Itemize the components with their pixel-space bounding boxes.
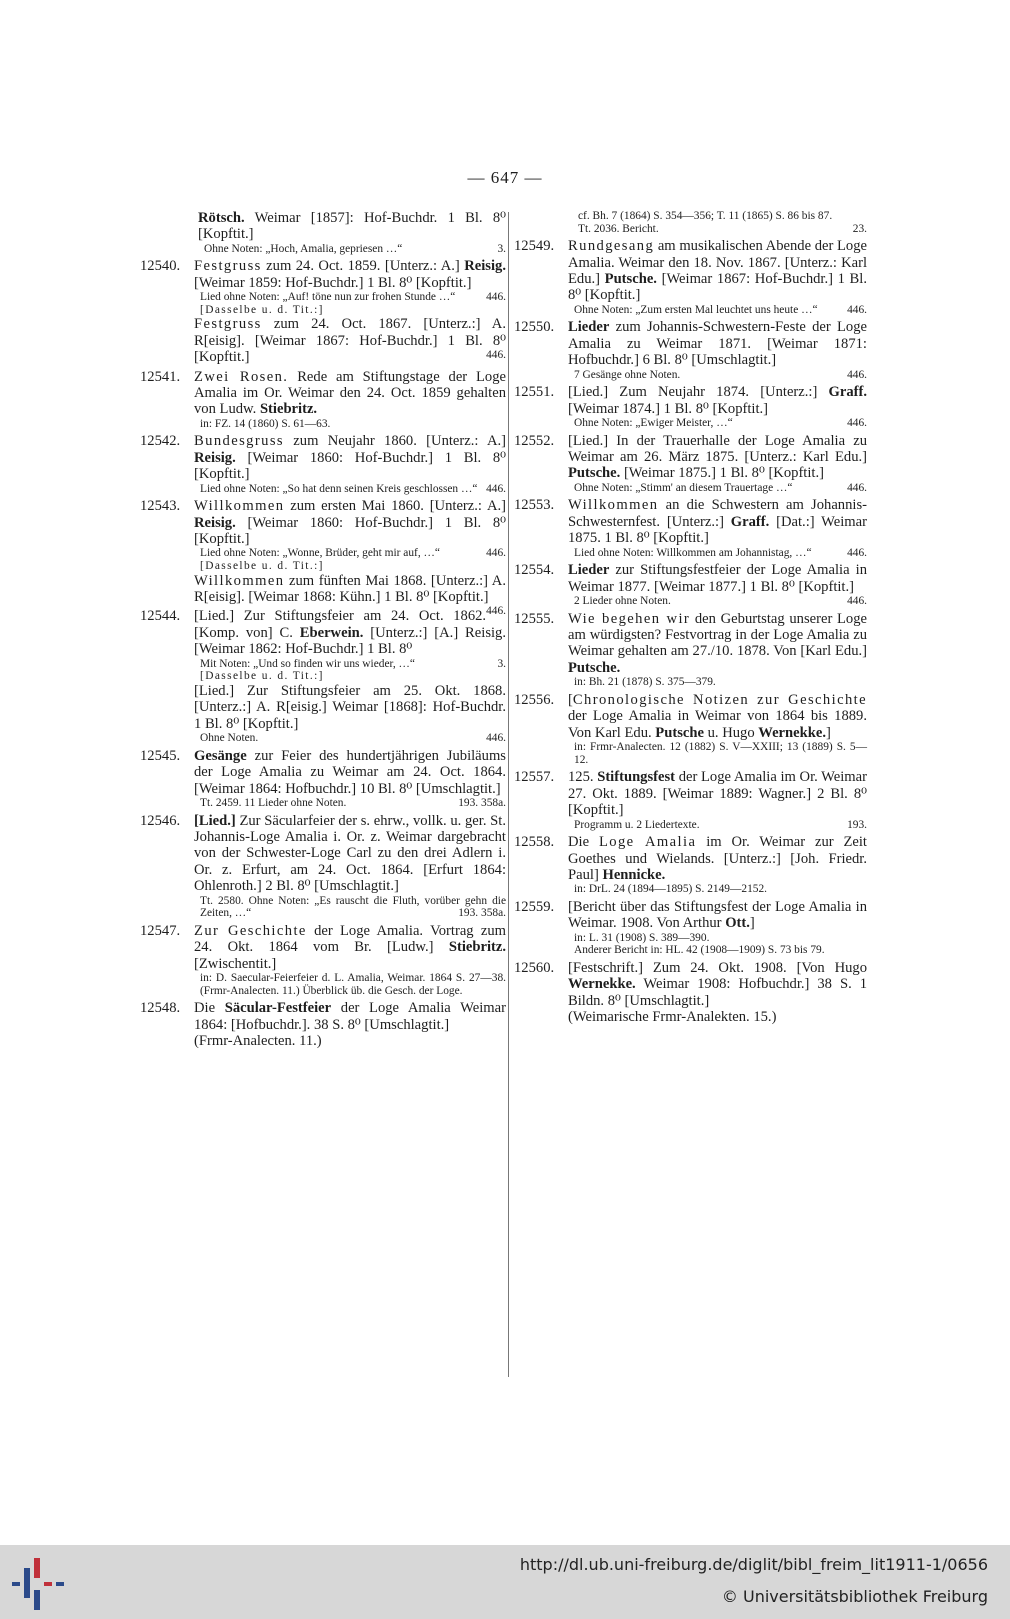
variant-title: Willkommen zum fünften Mai 1868. [Unterz.:] A. R[eisig]. [Weimar 1868: Kühn.] 1 Bl. 8⁰ [Kopftit.] 446. bbox=[194, 572, 506, 618]
library-reference: 193. 358a. bbox=[458, 796, 506, 809]
bibliography-entry bbox=[140, 813, 506, 920]
column-divider bbox=[508, 212, 509, 1377]
entry-note: in: Frmr-Analecten. 12 (1882) S. V—XXIII; 13 (1889) S. 5—12. bbox=[574, 741, 867, 766]
copyright-text: © Universitätsbibliothek Freiburg bbox=[721, 1587, 988, 1606]
library-reference: 23. bbox=[852, 222, 867, 235]
bibliography-entry bbox=[140, 748, 506, 810]
right-column bbox=[514, 210, 867, 1029]
entry-number: 12551. bbox=[514, 384, 555, 401]
entry-title: Gesänge zur Feier des hundertjährigen Jubiläums der Loge Amalia zu Weimar am 24. Oct. 1864. [Weimar 1864: Hofbuchdr.] 10 Bl. 8⁰ [Umschlagtit.] bbox=[194, 747, 506, 797]
library-reference: 446. bbox=[486, 605, 506, 618]
variant-heading: [Dasselbe u. d. Tit.:] bbox=[200, 560, 324, 573]
entry-number: 12553. bbox=[514, 497, 555, 514]
continued-entry bbox=[514, 210, 867, 235]
entry-note: Programm u. 2 Liedertexte. 193. bbox=[574, 818, 867, 831]
entry-title: Lieder zum Johannis-Schwestern-Feste der Loge Amalia zu Weimar 1871. [Weimar 1871: Hofbuchdr.] 6 Bl. 8⁰ [Umschlagtit.] bbox=[568, 319, 867, 369]
entry-note: in: L. 31 (1908) S. 389—390. Anderer Bericht in: HL. 42 (1908—1909) S. 73 bis 79. bbox=[574, 931, 825, 957]
entry-number: 12543. bbox=[140, 498, 181, 515]
entry-title: 125. Stiftungsfest der Loge Amalia im Or. Weimar 27. Okt. 1889. [Weimar 1889: Wagner.] 2 Bl. 8⁰ [Kopftit.] bbox=[568, 769, 867, 819]
entry-title: [Bericht über das Stiftungsfest der Loge Amalia in Weimar. 1908. Von Arthur Ott.] bbox=[568, 898, 867, 932]
library-reference: 446. bbox=[486, 349, 506, 362]
entry-note: 7 Gesänge ohne Noten. 446. bbox=[574, 368, 867, 381]
entry-title: Zwei Rosen. Rede am Stiftungstage der Loge Amalia im Or. Weimar den 24. Oct. 1859 gehalten von Ludw. Stiebritz. bbox=[194, 368, 506, 418]
entry-number: 12558. bbox=[514, 834, 555, 851]
variant-title: [Lied.] Zur Stiftungsfeier am 25. Okt. 1868. [Unterz.:] A. R[eisig.] Weimar [1868]: Hof-Buchdr. 1 Bl. 8⁰ [Kopftit.] bbox=[194, 682, 506, 732]
entry-note: Ohne Noten: „Zum ersten Mal leuchtet uns heute …“ 446. bbox=[574, 303, 867, 316]
entry-title: [Lied.] Zur Säcularfeier der s. ehrw., vollk. u. ger. St. Johannis-Loge Amalia i. Or. z. Weimar dargebracht von der Schwester-Loge Carl zu den drei Adlern i. Or. z. Erfurt, am 24. Oct. 1864. [Erfurt 1864: Ohlenroth.] 2 Bl. 8⁰ [Umschlagtit.] bbox=[194, 812, 506, 895]
entry-title: Wie begehen wir den Geburtstag unserer Loge am würdigsten? Festvortrag in der Loge Amalia zu Weimar gehalten am 27./10. 1878. Von [Karl Edu.] Putsche. bbox=[568, 610, 867, 676]
footer-bar bbox=[0, 1545, 1010, 1619]
entry-title: Rundgesang am musikalischen Abende der Loge Amalia. Weimar den 18. Nov. 1867. [Unterz.: Karl Edu.] Putsche. [Weimar 1867: Hof-Buchdr.] 1 Bl. 8⁰ [Kopftit.] bbox=[568, 238, 867, 304]
bibliography-entry bbox=[514, 960, 867, 1026]
bibliography-entry bbox=[514, 562, 867, 607]
library-reference: 3. bbox=[497, 657, 506, 670]
variant-note: Ohne Noten. 446. bbox=[200, 732, 506, 745]
bibliography-entry bbox=[514, 319, 867, 381]
bibliography-entry bbox=[140, 258, 506, 365]
entry-number: 12560. bbox=[514, 959, 555, 976]
library-reference: 193. 358a. bbox=[458, 907, 506, 920]
entry-title: Willkommen zum ersten Mai 1860. [Unterz.: A.] Reisig. [Weimar 1860: Hof-Buchdr.] 1 Bl. 8⁰ [Kopftit.] bbox=[194, 498, 506, 548]
entry-note: cf. Bh. 7 (1864) S. 354—356; T. 11 (1865) S. 86 bis 87. Tt. 2036. Bericht. 23. bbox=[578, 210, 867, 235]
entry-note: Ohne Noten: „Ewiger Meister, …“ 446. bbox=[574, 417, 867, 430]
bibliography-entry bbox=[514, 238, 867, 316]
variant-heading: [Dasselbe u. d. Tit.:] bbox=[200, 670, 324, 683]
entry-title: [Festschrift.] Zum 24. Okt. 1908. [Von Hugo Wernekke. Weimar 1908: Hofbuchdr.] 38 S. 1 Bildn. 8⁰ [Umschlagtit.] (Weimarische Frmr-Analekten. 15.) bbox=[568, 959, 867, 1026]
entry-number: 12556. bbox=[514, 691, 555, 708]
entry-number: 12552. bbox=[514, 432, 555, 449]
entry-title: Bundesgruss zum Neujahr 1860. [Unterz.: A.] Reisig. [Weimar 1860: Hof-Buchdr.] 1 Bl. 8⁰ [Kopftit.] bbox=[194, 433, 506, 483]
entry-number: 12542. bbox=[140, 433, 181, 450]
library-reference: 446. bbox=[847, 417, 867, 430]
entry-title: Die Säcular-Festfeier der Loge Amalia Weimar 1864: [Hofbuchdr.]. 38 S. 8⁰ [Umschlagtit.] (Frmr-Analecten. 11.) bbox=[194, 1000, 506, 1049]
bibliography-entry bbox=[140, 1000, 506, 1049]
entry-number: 12559. bbox=[514, 898, 555, 915]
entry-title: Zur Geschichte der Loge Amalia. Vortrag zum 24. Okt. 1864 vom Br. [Ludw.] Stiebritz. [Zwischentit.] bbox=[194, 922, 506, 972]
library-reference: 446. bbox=[847, 303, 867, 316]
entry-number: 12545. bbox=[140, 747, 181, 764]
entry-note: Lied ohne Noten: „So hat denn seinen Kreis geschlossen …“ 446. bbox=[200, 482, 506, 495]
bibliography-entry bbox=[514, 611, 867, 689]
entry-number: 12546. bbox=[140, 812, 181, 829]
entry-note: in: Bh. 21 (1878) S. 375—379. bbox=[574, 676, 716, 689]
entry-title: [Lied.] In der Trauerhalle der Loge Amalia zu Weimar am 26. März 1875. [Unterz.: Karl Edu.] Putsche. [Weimar 1875.] 1 Bl. 8⁰ [Kopftit.] bbox=[568, 432, 867, 482]
entry-title: [Chronologische Notizen zur Geschichte der Loge Amalia in Weimar von 1864 bis 1889. Von Karl Edu. Putsche u. Hugo Wernekke.] bbox=[568, 691, 867, 741]
library-reference: 193. bbox=[847, 818, 867, 831]
bibliography-entry bbox=[140, 369, 506, 431]
bibliography-entry bbox=[514, 769, 867, 831]
entry-note: Lied ohne Noten: Willkommen am Johannistag, …“ 446. bbox=[574, 546, 867, 559]
entry-note: Ohne Noten: „Stimm' an diesem Trauertage …“ 446. bbox=[574, 481, 867, 494]
entry-note: Mit Noten: „Und so finden wir uns wieder, …“ 3. bbox=[200, 657, 506, 670]
entry-title: Lieder zur Stiftungsfestfeier der Loge Amalia in Weimar 1877. [Weimar 1877.] 1 Bl. 8⁰ [Kopftit.] bbox=[568, 562, 867, 595]
entry-note: Ohne Noten: „Hoch, Amalia, gepriesen …“ 3. bbox=[204, 242, 506, 255]
entry-title: Festgruss zum 24. Oct. 1859. [Unterz.: A.] Reisig. [Weimar 1859: Hof-Buchdr.] 1 Bl. 8⁰ [Kopftit.] bbox=[194, 258, 506, 291]
library-reference: 3. bbox=[497, 242, 506, 255]
permalink-url[interactable]: http://dl.ub.uni-freiburg.de/diglit/bibl_freim_lit1911-1/0656 bbox=[519, 1555, 988, 1574]
entry-number: 12555. bbox=[514, 610, 555, 627]
entry-note: Lied ohne Noten: „Auf! töne nun zur frohen Stunde …“ 446. bbox=[200, 291, 506, 304]
entry-note: Tt. 2459. 11 Lieder ohne Noten. 193. 358a. bbox=[200, 796, 506, 809]
entry-note: Tt. 2580. Ohne Noten: „Es rauscht die Fluth, vorüber gehn die Zeiten, …“ 193. 358a. bbox=[200, 894, 506, 920]
bibliography-entry bbox=[514, 433, 867, 495]
entry-note: Lied ohne Noten: „Wonne, Brüder, geht mir auf, …“ 446. bbox=[200, 547, 506, 560]
entry-number: 12547. bbox=[140, 922, 181, 939]
variant-heading: [Dasselbe u. d. Tit.:] bbox=[200, 303, 324, 316]
entry-number: 12550. bbox=[514, 319, 555, 336]
library-reference: 446. bbox=[486, 482, 506, 495]
bibliography-entry bbox=[514, 692, 867, 766]
bibliography-entry bbox=[514, 497, 867, 559]
library-reference: 446. bbox=[486, 547, 506, 560]
page-number: — 647 — bbox=[467, 168, 543, 187]
bibliography-entry bbox=[514, 384, 867, 429]
entry-number: 12541. bbox=[140, 368, 181, 385]
library-reference: 446. bbox=[847, 368, 867, 381]
entry-title: Rötsch. Weimar [1857]: Hof-Buchdr. 1 Bl. 8⁰ [Kopftit.] bbox=[198, 210, 506, 243]
entry-title: [Lied.] Zur Stiftungsfeier am 24. Oct. 1862. [Komp. von] C. Eberwein. [Unterz.:] [A.] Reisig. [Weimar 1862: Hof-Buchdr.] 1 Bl. 8⁰ bbox=[194, 608, 506, 658]
entry-title: Die Loge Amalia im Or. Weimar zur Zeit Goethes und Wielands. [Unterz.:] [Joh. Friedr. Paul] Hennicke. bbox=[568, 834, 867, 883]
continued-entry bbox=[140, 210, 506, 255]
entry-number: 12548. bbox=[140, 1000, 181, 1017]
entry-number: 12557. bbox=[514, 769, 555, 786]
bibliography-entry bbox=[140, 433, 506, 495]
bibliography-entry bbox=[140, 608, 506, 744]
library-reference: 446. bbox=[847, 481, 867, 494]
entry-number: 12549. bbox=[514, 238, 555, 255]
bibliography-entry bbox=[140, 923, 506, 997]
library-reference: 446. bbox=[847, 546, 867, 559]
library-reference: 446. bbox=[847, 595, 867, 608]
ub-freiburg-logo-icon bbox=[12, 1558, 70, 1610]
bibliography-entry bbox=[514, 899, 867, 957]
entry-number: 12554. bbox=[514, 562, 555, 579]
entry-title: [Lied.] Zum Neujahr 1874. [Unterz.:] Graff. [Weimar 1874.] 1 Bl. 8⁰ [Kopftit.] bbox=[568, 384, 867, 417]
bibliography-entry bbox=[514, 834, 867, 896]
entry-note: in: D. Saecular-Feierfeier d. L. Amalia, Weimar. 1864 S. 27—38. (Frmr-Analecten. 11.) Überblick üb. die Gesch. der Loge. bbox=[200, 971, 506, 997]
library-reference: 446. bbox=[486, 291, 506, 304]
entry-note: in: FZ. 14 (1860) S. 61—63. bbox=[200, 417, 331, 430]
entry-note: in: DrL. 24 (1894—1895) S. 2149—2152. bbox=[574, 883, 768, 896]
entry-note: 2 Lieder ohne Noten. 446. bbox=[574, 595, 867, 608]
library-reference: 446. bbox=[486, 732, 506, 745]
entry-title: Willkommen an die Schwestern am Johannis-Schwesternfest. [Unterz.:] Graff. [Dat.:] Weimar 1875. 1 Bl. 8⁰ [Kopftit.] bbox=[568, 497, 867, 547]
entry-number: 12544. bbox=[140, 608, 181, 625]
left-column bbox=[140, 210, 506, 1052]
variant-title: Festgruss zum 24. Oct. 1867. [Unterz.:] A. R[eisig]. [Weimar 1867: Hof-Buchdr.] 1 Bl. 8⁰ [Kopftit.] 446. bbox=[194, 316, 506, 366]
entry-number: 12540. bbox=[140, 258, 181, 275]
